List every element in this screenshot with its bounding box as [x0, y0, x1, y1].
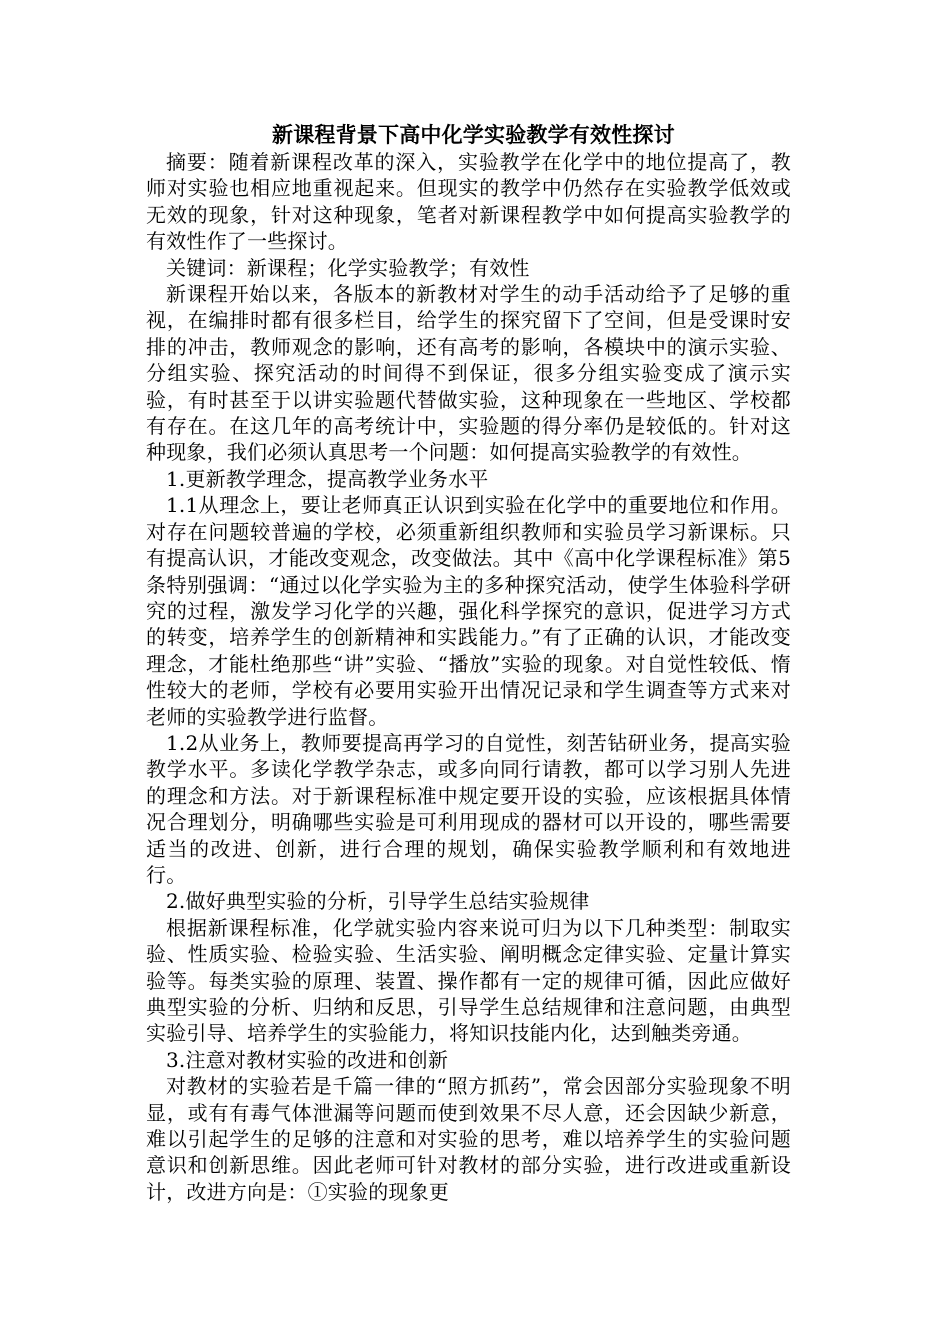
body-paragraph-2: 根据新课程标准，化学就实验内容来说可归为以下几种类型：制取实验、性质实验、检验实验、生活实验、阐明概念定律实验、定量计算实验等。每类实验的原理、装置、操作都有一定的规律可循，因此应做好典型实验的分析、归纳和反思，引导学生总结规律和注意问题，由典型实验引导、培养学生的实验能力，将知识技能内化，达到触类旁通。 [146, 915, 791, 1046]
document-title: 新课程背景下高中化学实验教学有效性探讨 [272, 123, 675, 147]
body-paragraph-3: 对教材的实验若是千篇一律的“照方抓药”，常会因部分实验现象不明显，或有有毒气体泄漏等问题而使到效果不尽人意，还会因缺少新意，难以引起学生的足够的注意和对实验的思考，难以培养学生的实验问题意识和创新思维。因此老师可针对教材的部分实验，进行改进或重新设计，改进方向是：①实验的现象更 [146, 1074, 791, 1204]
keywords-paragraph: 关键词：新课程；化学实验教学；有效性 [166, 255, 530, 280]
section-heading-1: 1.更新教学理念，提高教学业务水平 [166, 466, 489, 491]
body-paragraph-1-1: 1.1从理念上，要让老师真正认识到实验在化学中的重要地位和作用。对存在问题较普遍的学校，必须重新组织教师和实验员学习新课标。只有提高认识，才能改变观念，改变做法。其中《高中化学课程标准》第5条特别强调：“通过以化学实验为主的多种探究活动，使学生体验科学研究的过程，激发学习化学的兴趣，强化科学探究的意识，促进学习方式的转变，培养学生的创新精神和实践能力。”有了正确的认识，才能改变理念，才能杜绝那些“讲”实验、“播放”实验的现象。对自觉性较低、惰性较大的老师，学校有必要用实验开出情况记录和学生调查等方式来对老师的实验教学进行监督。 [146, 493, 791, 729]
document-body [146, 121, 791, 1205]
abstract-paragraph: 摘要：随着新课程改革的深入，实验教学在化学中的地位提高了，教师对实验也相应地重视起来。但现实的教学中仍然存在实验教学低效或无效的现象，针对这种现象，笔者对新课程教学中如何提高实验教学的有效性作了一些探讨。 [146, 150, 791, 254]
section-heading-2: 2.做好典型实验的分析，引导学生总结实验规律 [166, 889, 590, 914]
intro-paragraph: 新课程开始以来，各版本的新教材对学生的动手活动给予了足够的重视，在编排时都有很多栏目，给学生的探究留下了空间，但是受课时安排的冲击，教师观念的影响，还有高考的影响，各模块中的演示实验、分组实验、探究活动的时间得不到保证，很多分组实验变成了演示实验，有时甚至于以讲实验题代替做实验，这种现象在一些地区、学校都有存在。在这几年的高考统计中，实验题的得分率仍是较低的。针对这种现象，我们必须认真思考一个问题：如何提高实验教学的有效性。 [146, 282, 791, 465]
body-paragraph-1-2: 1.2从业务上，教师要提高再学习的自觉性，刻苦钻研业务，提高实验教学水平。多读化学教学杂志，或多向同行请教，都可以学习别人先进的理念和方法。对于新课程标准中规定要开设的实验，应该根据具体情况合理划分，明确哪些实验是可利用现成的器材可以开设的，哪些需要适当的改进、创新，进行合理的规划，确保实验教学顺利和有效地进行。 [146, 730, 791, 887]
section-heading-3: 3.注意对教材实验的改进和创新 [166, 1047, 449, 1072]
